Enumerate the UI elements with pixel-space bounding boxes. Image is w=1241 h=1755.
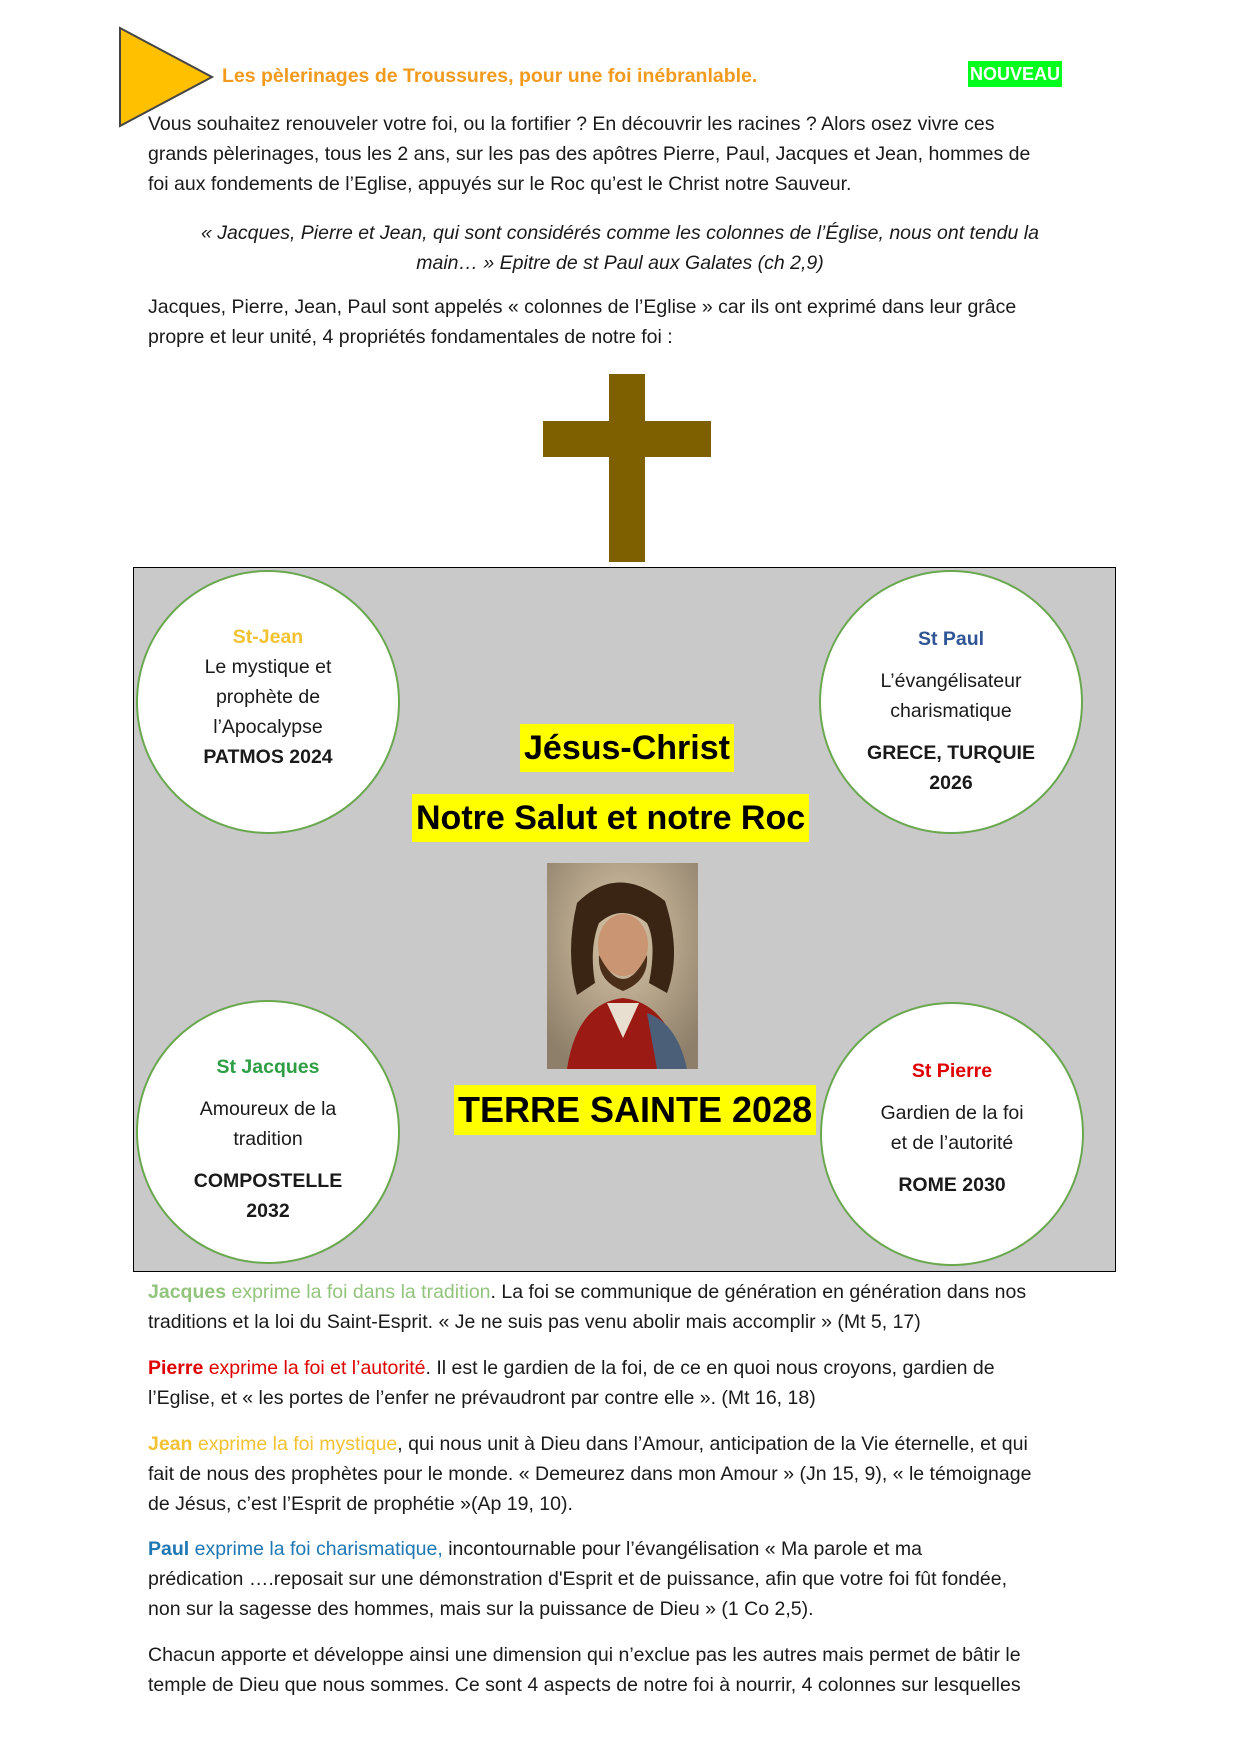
columns-intro-line: Jacques, Pierre, Jean, Paul sont appelés « colonnes de l’Eglise » car ils ont exprimé dans leur grâce	[148, 296, 1017, 318]
apostle-description: l’Apocalypse	[213, 716, 323, 738]
apostle-description: L’évangélisateur	[880, 670, 1022, 692]
quote-line: « Jacques, Pierre et Jean, qui sont considérés comme les colonnes de l’Église, nous ont tendu la	[201, 222, 1039, 244]
apostle-name: St Paul	[917, 628, 985, 650]
section-name: Jean	[148, 1433, 193, 1455]
pilgrimage-destination: ROME 2030	[898, 1174, 1006, 1196]
center-subheading: Notre Salut et notre Roc	[412, 794, 809, 842]
section-paul	[148, 1534, 1098, 1624]
section-lead: exprime la foi charismatique,	[189, 1538, 443, 1560]
columns-intro-paragraph	[148, 292, 1098, 352]
pilgrimage-destination: GRECE, TURQUIE	[867, 742, 1035, 764]
section-text: , qui nous unit à Dieu dans l’Amour, anticipation de la Vie éternelle, et qui	[397, 1433, 1028, 1455]
new-badge: NOUVEAU	[968, 61, 1062, 87]
columns-intro-line: propre et leur unité, 4 propriétés fondamentales de notre foi :	[148, 326, 673, 348]
pilgrimage-destination: COMPOSTELLE	[193, 1170, 343, 1192]
section-text: fait de nous des prophètes pour le monde. « Demeurez dans mon Amour » (Jn 15, 9), « le témoignage	[148, 1463, 1032, 1485]
apostle-description: et de l’autorité	[890, 1132, 1014, 1154]
apostle-description: Gardien de la foi	[880, 1102, 1024, 1124]
apostles-diagram	[133, 567, 1116, 1272]
section-jacques	[148, 1277, 1098, 1337]
section-text: non sur la sagesse des hommes, mais sur la puissance de Dieu » (1 Co 2,5).	[148, 1598, 814, 1620]
section-jean	[148, 1429, 1098, 1519]
apostle-name: St Pierre	[911, 1060, 993, 1082]
holy-land-destination: TERRE SAINTE 2028	[454, 1085, 816, 1135]
circle-st-pierre	[820, 1002, 1084, 1266]
apostle-description: Amoureux de la	[199, 1098, 337, 1120]
section-name: Jacques	[148, 1281, 227, 1303]
circle-st-jacques	[136, 1000, 400, 1264]
apostle-name: St-Jean	[232, 626, 304, 648]
section-text: traditions et la loi du Saint-Esprit. « Je ne suis pas venu abolir mais accomplir » (Mt 5, 17)	[148, 1311, 921, 1333]
circle-st-jean	[136, 570, 400, 834]
circle-st-paul	[819, 570, 1083, 834]
apostle-description: Le mystique et	[204, 656, 332, 678]
section-text: prédication ….reposait sur une démonstration d'Esprit et de puissance, afin que votre foi fût fondée,	[148, 1568, 1007, 1590]
intro-line: grands pèlerinages, tous les 2 ans, sur les pas des apôtres Pierre, Paul, Jacques et Jean, hommes de	[148, 143, 1031, 165]
intro-paragraph	[148, 109, 1098, 199]
intro-line: foi aux fondements de l’Eglise, appuyés sur le Roc qu’est le Christ notre Sauveur.	[148, 173, 852, 195]
pilgrimage-year: 2032	[246, 1200, 290, 1222]
pilgrimage-destination: PATMOS 2024	[203, 746, 333, 768]
section-name: Pierre	[148, 1357, 204, 1379]
apostle-description: prophète de	[215, 686, 321, 708]
section-text: de Jésus, c’est l’Esprit de prophétie »(Ap 19, 10).	[148, 1493, 573, 1515]
section-lead: exprime la foi dans la tradition	[226, 1281, 491, 1303]
section-text: . Il est le gardien de la foi, de ce en quoi nous croyons, gardien de	[425, 1357, 995, 1379]
apostle-description: charismatique	[890, 700, 1012, 722]
page-title: Les pèlerinages de Troussures, pour une foi inébranlable.	[222, 65, 758, 87]
intro-line: Vous souhaitez renouveler votre foi, ou la fortifier ? En découvrir les racines ? Alors osez vivre ces	[148, 113, 995, 135]
conclusion-line: temple de Dieu que nous sommes. Ce sont 4 aspects de notre foi à nourrir, 4 colonnes sur lesquelles	[148, 1674, 1021, 1696]
section-pierre	[148, 1353, 1098, 1413]
apostle-name: St Jacques	[216, 1056, 320, 1078]
section-lead: exprime la foi et l’autorité	[203, 1357, 426, 1379]
section-lead: exprime la foi mystique	[192, 1433, 398, 1455]
section-text: l’Eglise, et « les portes de l’enfer ne prévaudront par contre elle ». (Mt 16, 18)	[148, 1387, 816, 1409]
pilgrimage-year: 2026	[929, 772, 973, 794]
cross-icon	[543, 374, 711, 562]
section-text: . La foi se communique de génération en génération dans nos	[490, 1281, 1027, 1303]
conclusion-line: Chacun apporte et développe ainsi une dimension qui n’exclue pas les autres mais permet de bâtir le	[148, 1644, 1021, 1666]
galatians-quote	[170, 218, 1070, 278]
apostle-description: tradition	[233, 1128, 303, 1150]
quote-line: main… » Epitre de st Paul aux Galates (ch 2,9)	[416, 252, 824, 274]
section-name: Paul	[148, 1538, 190, 1560]
jesus-portrait-image	[547, 863, 698, 1069]
conclusion-paragraph	[148, 1640, 1098, 1700]
section-text: incontournable pour l’évangélisation « Ma parole et ma	[442, 1538, 922, 1560]
center-heading: Jésus-Christ	[520, 724, 734, 772]
